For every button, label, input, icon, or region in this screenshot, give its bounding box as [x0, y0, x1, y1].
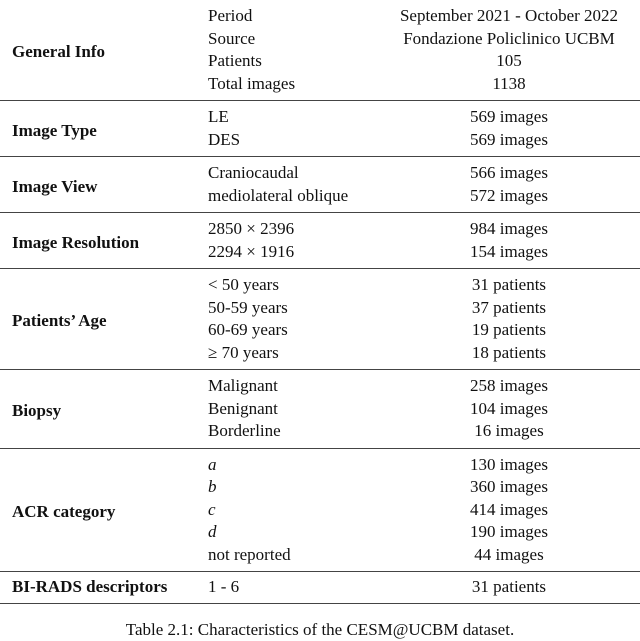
- table-row: [0, 213, 640, 241]
- row-item: 50-59 years: [208, 297, 288, 317]
- row-item: 1 - 6: [208, 572, 388, 604]
- row-value: 360 images: [470, 477, 548, 496]
- row-item: not reported: [208, 544, 388, 572]
- row-value: Fondazione Policlinico UCBM: [403, 28, 615, 48]
- row-item: Source: [208, 28, 256, 48]
- row-item: Borderline: [208, 420, 388, 448]
- table-row: [0, 157, 640, 185]
- table-row: [0, 0, 640, 28]
- row-item: Period: [208, 6, 253, 25]
- group-label: Biopsy: [0, 370, 208, 449]
- row-value: 104 images: [470, 398, 548, 418]
- row-item: b: [208, 477, 217, 496]
- row-item: 2850 × 2396: [208, 219, 295, 238]
- row-value: 37 patients: [471, 297, 547, 317]
- group-label: General Info: [0, 0, 208, 101]
- row-item: DES: [208, 129, 388, 157]
- group-label: Image Resolution: [0, 213, 208, 269]
- row-item: Malignant: [208, 376, 278, 395]
- row-value: 130 images: [470, 454, 548, 474]
- row-value: 414 images: [470, 499, 548, 519]
- row-item: LE: [208, 107, 229, 126]
- group-label: ACR category: [0, 448, 208, 572]
- table-row: [0, 269, 640, 297]
- row-value: 16 images: [388, 420, 640, 448]
- row-value: 258 images: [470, 376, 548, 395]
- group-label: Image View: [0, 157, 208, 213]
- row-value: 190 images: [470, 522, 548, 541]
- row-value: 569 images: [388, 129, 640, 157]
- row-value: 31 patients: [388, 572, 640, 604]
- row-item: a: [208, 454, 217, 474]
- row-value: 18 patients: [388, 342, 640, 370]
- table-caption: Table 2.1: Characteristics of the CESM@UCBM dataset.: [125, 620, 515, 639]
- row-value: September 2021 - October 2022: [399, 6, 619, 25]
- table-row: [0, 448, 640, 476]
- row-value: 569 images: [470, 107, 548, 126]
- row-value: 44 images: [388, 544, 640, 572]
- row-item: 2294 × 1916: [208, 241, 388, 269]
- group-label: Image Type: [0, 101, 208, 157]
- row-item: Craniocaudal: [208, 163, 299, 182]
- row-item: < 50 years: [208, 275, 279, 294]
- row-value: 1138: [388, 73, 640, 101]
- row-item: Benignant: [208, 398, 278, 418]
- table-row: [0, 101, 640, 129]
- table-row: [0, 370, 640, 398]
- row-item: 60-69 years: [208, 320, 288, 339]
- row-item: mediolateral oblique: [208, 185, 388, 213]
- row-value: 105: [496, 51, 522, 70]
- row-value: 984 images: [470, 219, 548, 238]
- row-value: 31 patients: [471, 275, 547, 294]
- row-item: Total images: [208, 73, 388, 101]
- row-value: 19 patients: [471, 320, 547, 339]
- row-value: 572 images: [388, 185, 640, 213]
- group-label: BI-RADS descriptors: [0, 572, 208, 604]
- row-item: c: [208, 499, 216, 519]
- group-label: Patients’ Age: [0, 269, 208, 370]
- row-item: Patients: [208, 51, 262, 70]
- row-value: 566 images: [470, 163, 548, 182]
- table-row: [0, 572, 640, 604]
- row-item: ≥ 70 years: [208, 342, 388, 370]
- row-item: d: [208, 522, 217, 541]
- row-value: 154 images: [388, 241, 640, 269]
